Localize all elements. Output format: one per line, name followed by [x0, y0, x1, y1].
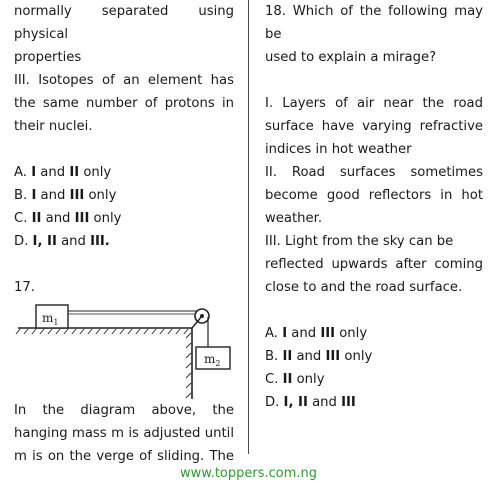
q18-statement-3: close to and the road surface.: [265, 280, 463, 295]
q18-option-c[interactable]: C. II only: [265, 372, 325, 387]
q18-statement-1: surface have varying refractive: [265, 119, 483, 134]
q18-statement-1: indices in hot weather: [265, 142, 412, 157]
q16-text-line: normally separated using physical: [14, 4, 234, 42]
left-column: [14, 0, 234, 468]
q16-option-a[interactable]: A. I and II only: [14, 165, 112, 180]
q17-text-line: m is on the verge of sliding. The: [14, 449, 234, 464]
pulley-diagram-svg: [14, 301, 236, 399]
q18-statement-1: I. Layers of air near the road: [265, 96, 483, 111]
q17-number: 17.: [14, 280, 35, 295]
column-divider: [248, 0, 249, 454]
q16-statement-3: III. Isotopes of an element has: [14, 73, 234, 88]
q18-option-b[interactable]: B. II and III only: [265, 349, 373, 364]
right-column: [265, 0, 483, 414]
q16-option-b[interactable]: B. I and III only: [14, 188, 117, 203]
q16-statement-3: the same number of protons in: [14, 96, 234, 111]
q16-option-c[interactable]: C. II and III only: [14, 211, 122, 226]
q18-statement-2: II. Road surfaces sometimes: [265, 165, 483, 180]
q18-question: used to explain a mirage?: [265, 50, 437, 65]
footer-website-link[interactable]: www.toppers.com.ng: [179, 466, 318, 481]
q18-statement-3: III. Light from the sky can be: [265, 234, 454, 249]
q16-option-d[interactable]: D. I, II and III.: [14, 234, 110, 249]
q17-text-line: hanging mass m is adjusted until: [14, 426, 234, 441]
q16-statement-3: their nuclei.: [14, 119, 93, 134]
q18-statement-3: reflected upwards after coming: [265, 257, 483, 272]
q18-option-d[interactable]: D. I, II and III: [265, 395, 356, 410]
q18-option-a[interactable]: A. I and III only: [265, 326, 368, 341]
q18-statement-2: become good reflectors in hot: [265, 188, 483, 203]
q16-text-line: properties: [14, 50, 82, 65]
q18-question: 18. Which of the following may be: [265, 4, 483, 42]
pulley-diagram: [14, 301, 234, 399]
q17-text-line: In the diagram above, the: [14, 403, 234, 418]
m2-label: $m_2$: [204, 352, 221, 368]
m1-label: $m_1$: [42, 311, 59, 327]
q18-statement-2: weather.: [265, 211, 323, 226]
